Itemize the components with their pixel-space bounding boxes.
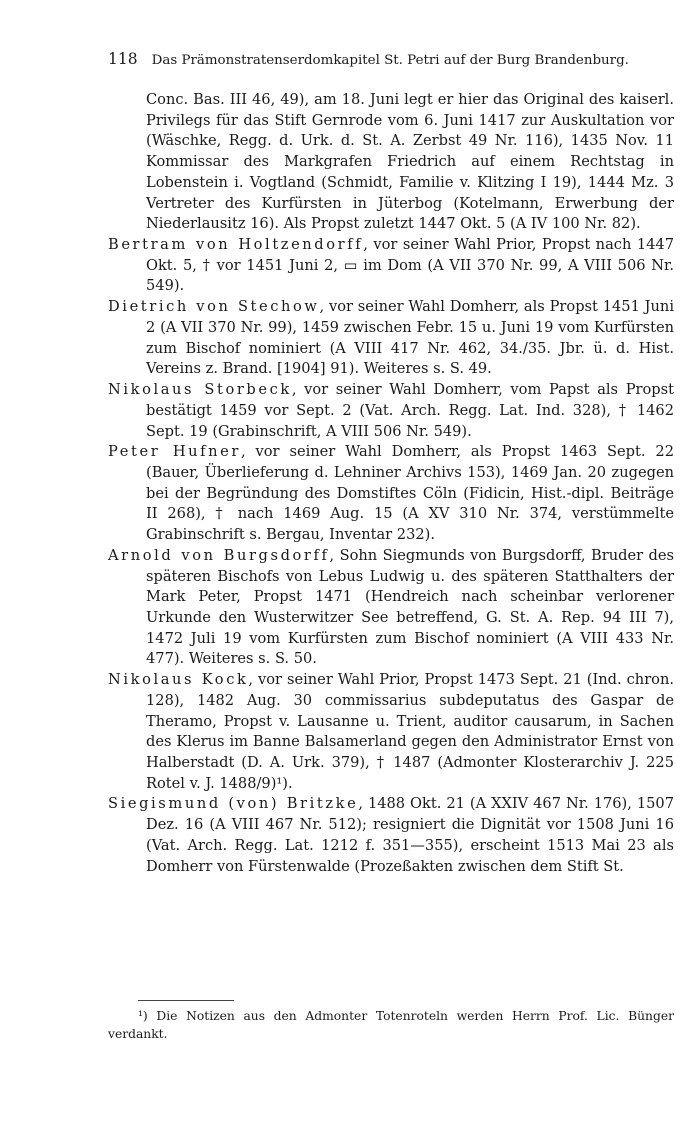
- entry-name: Siegismund (von) Britzke: [108, 795, 359, 813]
- body-text: [108, 90, 674, 877]
- page-number: 118: [108, 50, 138, 68]
- entry-name: Nikolaus Kock: [108, 671, 249, 689]
- entry-text: , vor seiner Wahl Domherr, als Propst 1463 Sept. 22 (Bauer, Überlieferung d. Lehniner Archivs 153), 1469 Jan. 20 zugegen bei der Begründung des Domstiftes Cöln (Fidicin, Hist.-dipl. Beiträge II 268), † nach 1469 Aug. 15 (A XV 310 Nr. 374, verstümmelte Grabinschrift s. Bergau, Inventar 232).: [146, 443, 674, 544]
- entry-text: , vor seiner Wahl Domherr, als Propst 1451 Juni 2 (A VII 370 Nr. 99), 1459 zwischen Febr. 15 u. Juni 19 vom Kurfürsten zum Bischof nominiert (A VIII 417 Nr. 462, 34./35. Jbr. ü. d. Hist. Vereins z. Brand. [1904] 91). Weiteres s. S. 49.: [146, 298, 674, 378]
- footnote-divider: [138, 1000, 234, 1001]
- entry-peter-hufner: [108, 442, 674, 546]
- footnote: [108, 1007, 674, 1043]
- entry-name: Nikolaus Storbeck: [108, 381, 292, 399]
- entry-name: Bertram von Holtzendorff: [108, 236, 364, 254]
- entry-text: , vor seiner Wahl Prior, Propst nach 1447 Okt. 5, † vor 1451 Juni 2, ▭ im Dom (A VII 370 Nr. 99, A VIII 506 Nr. 549).: [146, 236, 674, 295]
- entry-dietrich-von-stechow: [108, 297, 674, 380]
- running-title: Das Prämonstratenserdomkapitel St. Petri auf der Burg Brandenburg.: [151, 53, 629, 68]
- entry-name: Peter Hufner: [108, 443, 241, 461]
- entry-text: , vor seiner Wahl Prior, Propst 1473 Sept. 21 (Ind. chron. 128), 1482 Aug. 30 commissarius subdeputatus des Gaspar de Theramo, Propst v. Lausanne u. Trient, auditor causarum, in Sachen des Klerus im Banne Balsamerland gegen den Administrator Ernst von Halberstadt (D. A. Urk. 379), † 1487 (Admonter Klosterarchiv J. 225 Rotel v. J. 1488/9)¹).: [146, 671, 674, 792]
- running-header: [108, 50, 674, 68]
- footnote-text: Die Notizen aus den Admonter Totenroteln werden Herrn Prof. Lic. Bünger verdankt.: [108, 1009, 674, 1041]
- entry-name: Dietrich von Stechow: [108, 298, 320, 316]
- entry-text: , Sohn Siegmunds von Burgsdorff, Bruder des späteren Bischofs von Lebus Ludwig u. des späteren Statthalters der Mark Peter, Propst 1471 (Hendreich nach scheinbar verlorener Urkunde den Wusterwitzer See betreffend, G. St. A. Rep. 94 III 7), 1472 Juli 19 vom Kurfürsten zum Bischof nominiert (A VIII 433 Nr. 477). Weiteres s. S. 50.: [146, 546, 674, 668]
- footnote-marker: ¹): [138, 1009, 148, 1023]
- entry-text: Conc. Bas. III 46, 49), am 18. Juni legt er hier das Original des kaiserl. Privilegs für das Stift Gernrode vom 6. Juni 1417 zur Auskultation vor (Wäschke, Regg. d. Urk. d. St. A. Zerbst 49 Nr. 116), 1435 Nov. 11 Kommissar des Markgrafen Friedrich auf einem Rechtstag in Lobenstein i. Vogtland (Schmidt, Familie v. Klitzing I 19), 1444 Mz. 3 Vertreter des Kurfürsten in Jüterbog (Kotelmann, Erwerbung der Niederlausitz 16). Als Propst zuletzt 1447 Okt. 5 (A IV 100 Nr. 82).: [146, 91, 674, 233]
- entry-siegismund-britzke: [108, 794, 674, 877]
- paragraph-continuation: [108, 90, 674, 235]
- entry-nikolaus-storbeck: [108, 380, 674, 442]
- entry-arnold-von-burgsdorff: [108, 546, 674, 670]
- entry-text: , vor seiner Wahl Domherr, vom Papst als Propst bestätigt 1459 vor Sept. 2 (Vat. Arch. Regg. Lat. Ind. 328), † 1462 Sept. 19 (Grabinschrift, A VIII 506 Nr. 549).: [146, 381, 674, 440]
- entry-nikolaus-kock: [108, 670, 674, 794]
- entry-name: Arnold von Burgsdorff: [108, 546, 330, 564]
- entry-text: , 1488 Okt. 21 (A XXIV 467 Nr. 176), 1507 Dez. 16 (A VIII 467 Nr. 512); resigniert die Dignität vor 1508 Juni 16 (Vat. Arch. Regg. Lat. 1212 f. 351—355), erscheint 1513 Mai 23 als Domherr von Fürstenwalde (Prozeßakten zwischen dem Stift St.: [146, 795, 674, 875]
- entry-bertram-von-holtzendorff: [108, 235, 674, 297]
